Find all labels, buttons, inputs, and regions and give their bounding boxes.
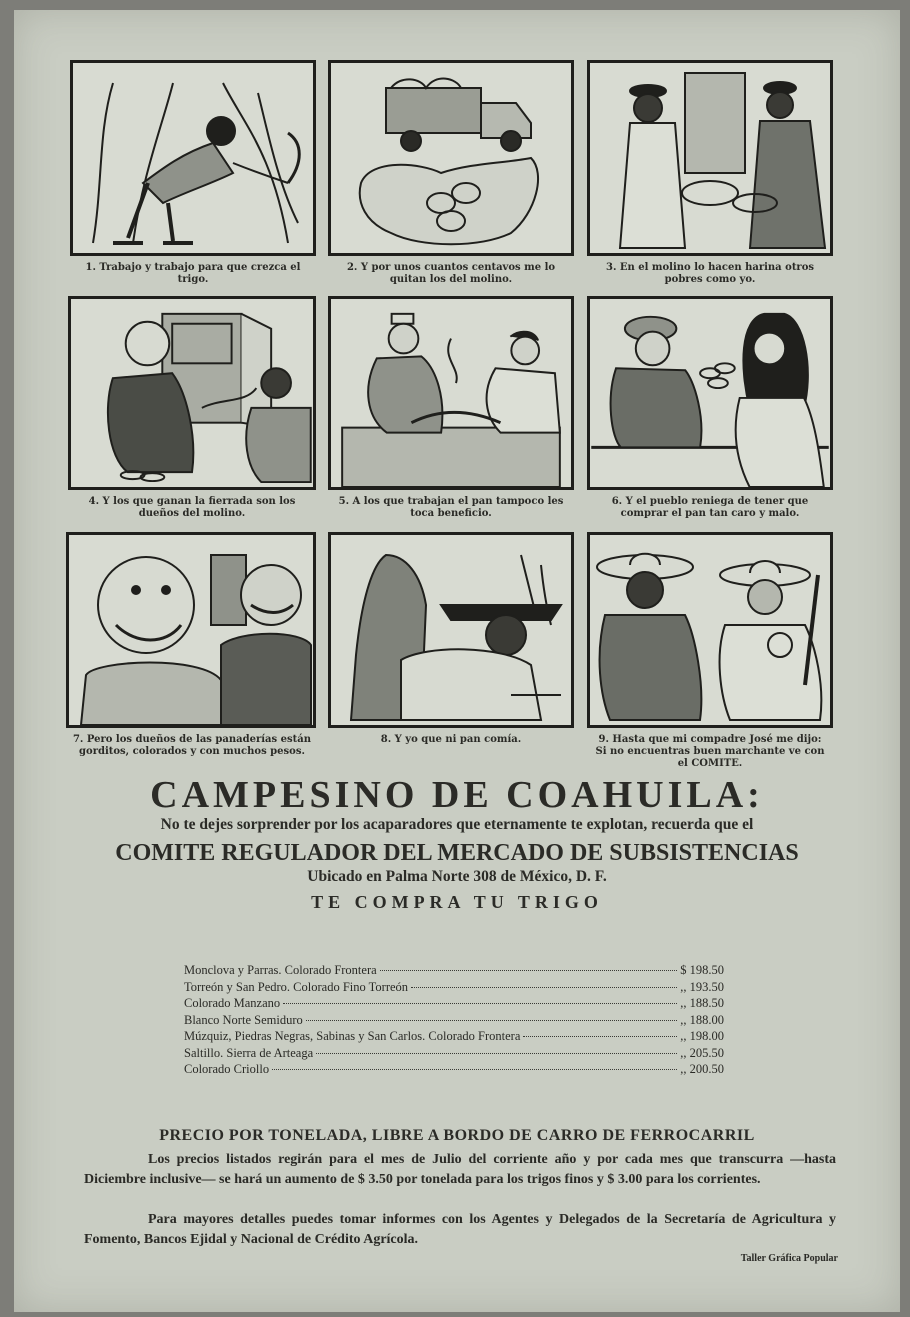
price-note: PRECIO POR TONELADA, LIBRE A BORDO DE CARRO DE FERROCARRIL bbox=[159, 1127, 755, 1144]
panel-9 bbox=[587, 532, 833, 728]
price-label: Torreón y San Pedro. Colorado Fino Torreón bbox=[184, 979, 409, 994]
price-label: Blanco Norte Semiduro bbox=[184, 1012, 303, 1027]
buys-your-wheat: TE COMPRA TU TRIGO bbox=[311, 892, 603, 912]
price-list bbox=[184, 963, 724, 1079]
printer-credit: Taller Gráfica Popular bbox=[740, 1253, 838, 1264]
leader-dots bbox=[380, 970, 678, 971]
panel-5-caption: 5. A los que trabajan el pan tampoco les toca beneficio. bbox=[338, 496, 564, 519]
paragraph-details: Para mayores detalles puedes tomar informes con los Agentes y Delegados de la Secretaría de Agricultura y Fomento, Bancos Ejidal y Nacional de Crédito Agrícola. bbox=[84, 1212, 836, 1247]
price-row bbox=[184, 1062, 724, 1079]
panel-1 bbox=[70, 60, 316, 256]
price-label: Colorado Criollo bbox=[184, 1062, 270, 1076]
panel-2 bbox=[328, 60, 574, 256]
price-row bbox=[184, 1046, 724, 1063]
panel-5 bbox=[328, 296, 574, 490]
panel-1-caption: 1. Trabajo y trabajo para que crezca el trigo. bbox=[85, 262, 301, 285]
paragraph-prices: Los precios listados regirán para el mes de Julio del corriente año y por cada mes que transcurra —hasta Diciembre inclusive— se hará un aumento de $ 3.50 por tonelada para los trigos finos y $ 3.00 para los corrientes. bbox=[84, 1152, 836, 1187]
price-value: ,, 200.50 bbox=[680, 1062, 724, 1076]
leader-dots bbox=[272, 1069, 677, 1070]
price-label: Monclova y Parras. Colorado Frontera bbox=[184, 963, 377, 977]
panel-7 bbox=[66, 532, 316, 728]
leader-dots bbox=[306, 1020, 678, 1021]
bakers-kneading-illustration bbox=[331, 299, 571, 487]
committee-address: Ubicado en Palma Norte 308 de México, D. F. bbox=[307, 868, 607, 885]
hungry-couple-illustration bbox=[331, 535, 571, 725]
panel-9-caption: 9. Hasta que mi compadre José me dijo: Si no encuentras buen marchante ve con el COMITE. bbox=[595, 734, 825, 769]
wheat-farmer-illustration bbox=[73, 63, 313, 253]
price-row bbox=[184, 1013, 724, 1030]
panel-4-caption: 4. Y los que ganan la fierrada son los dueños del molino. bbox=[88, 496, 296, 519]
rich-owner-safe-illustration bbox=[71, 299, 313, 487]
price-value: $ 198.50 bbox=[680, 963, 724, 977]
price-row bbox=[184, 1029, 724, 1046]
price-label: Múzquiz, Piedras Negras, Sabinas y San Carlos. Colorado Frontera bbox=[184, 1029, 521, 1043]
panel-3 bbox=[587, 60, 833, 256]
leader-dots bbox=[316, 1053, 677, 1054]
price-row bbox=[184, 996, 724, 1013]
panel-6-caption: 6. Y el pueblo reniega de tener que comprar el pan tan caro y malo. bbox=[611, 496, 809, 519]
leader-dots bbox=[523, 1036, 677, 1037]
leader-dots bbox=[283, 1003, 677, 1004]
main-headline: CAMPESINO DE COAHUILA: bbox=[150, 774, 764, 816]
price-value: ,, 188.50 bbox=[680, 996, 724, 1010]
woman-buying-bread-illustration bbox=[590, 299, 830, 487]
poster-sheet bbox=[14, 10, 900, 1312]
two-campesinos-illustration bbox=[590, 535, 830, 725]
price-label: Saltillo. Sierra de Arteaga bbox=[184, 1045, 314, 1060]
price-value: ,, 198.00 bbox=[680, 1029, 724, 1043]
mill-workers-illustration bbox=[590, 63, 830, 253]
price-row bbox=[184, 963, 724, 980]
panel-7-caption: 7. Pero los dueños de las panaderías están gorditos, colorados y con muchos pesos. bbox=[72, 734, 312, 757]
leader-dots bbox=[411, 987, 677, 988]
panel-3-caption: 3. En el molino lo hacen harina otros pobres como yo. bbox=[605, 262, 815, 285]
price-row bbox=[184, 980, 724, 997]
panel-6 bbox=[587, 296, 833, 490]
price-label: Colorado Manzano bbox=[184, 996, 281, 1010]
panel-4 bbox=[68, 296, 316, 490]
price-value: ,, 193.50 bbox=[680, 979, 724, 994]
panel-2-caption: 2. Y por unos cuantos centavos me lo quitan los del molino. bbox=[346, 262, 556, 285]
truck-and-hand-illustration bbox=[331, 63, 571, 253]
committee-name: COMITE REGULADOR DEL MERCADO DE SUBSISTENCIAS bbox=[115, 840, 799, 866]
panel-8 bbox=[328, 532, 574, 728]
laughing-bakery-owners-illustration bbox=[69, 535, 313, 725]
subline-text: No te dejes sorprender por los acaparadores que eternamente te explotan, recuerda que el bbox=[160, 816, 754, 833]
price-value: ,, 205.50 bbox=[680, 1045, 724, 1060]
price-value: ,, 188.00 bbox=[680, 1012, 724, 1027]
panel-8-caption: 8. Y yo que ni pan comía. bbox=[380, 734, 522, 745]
